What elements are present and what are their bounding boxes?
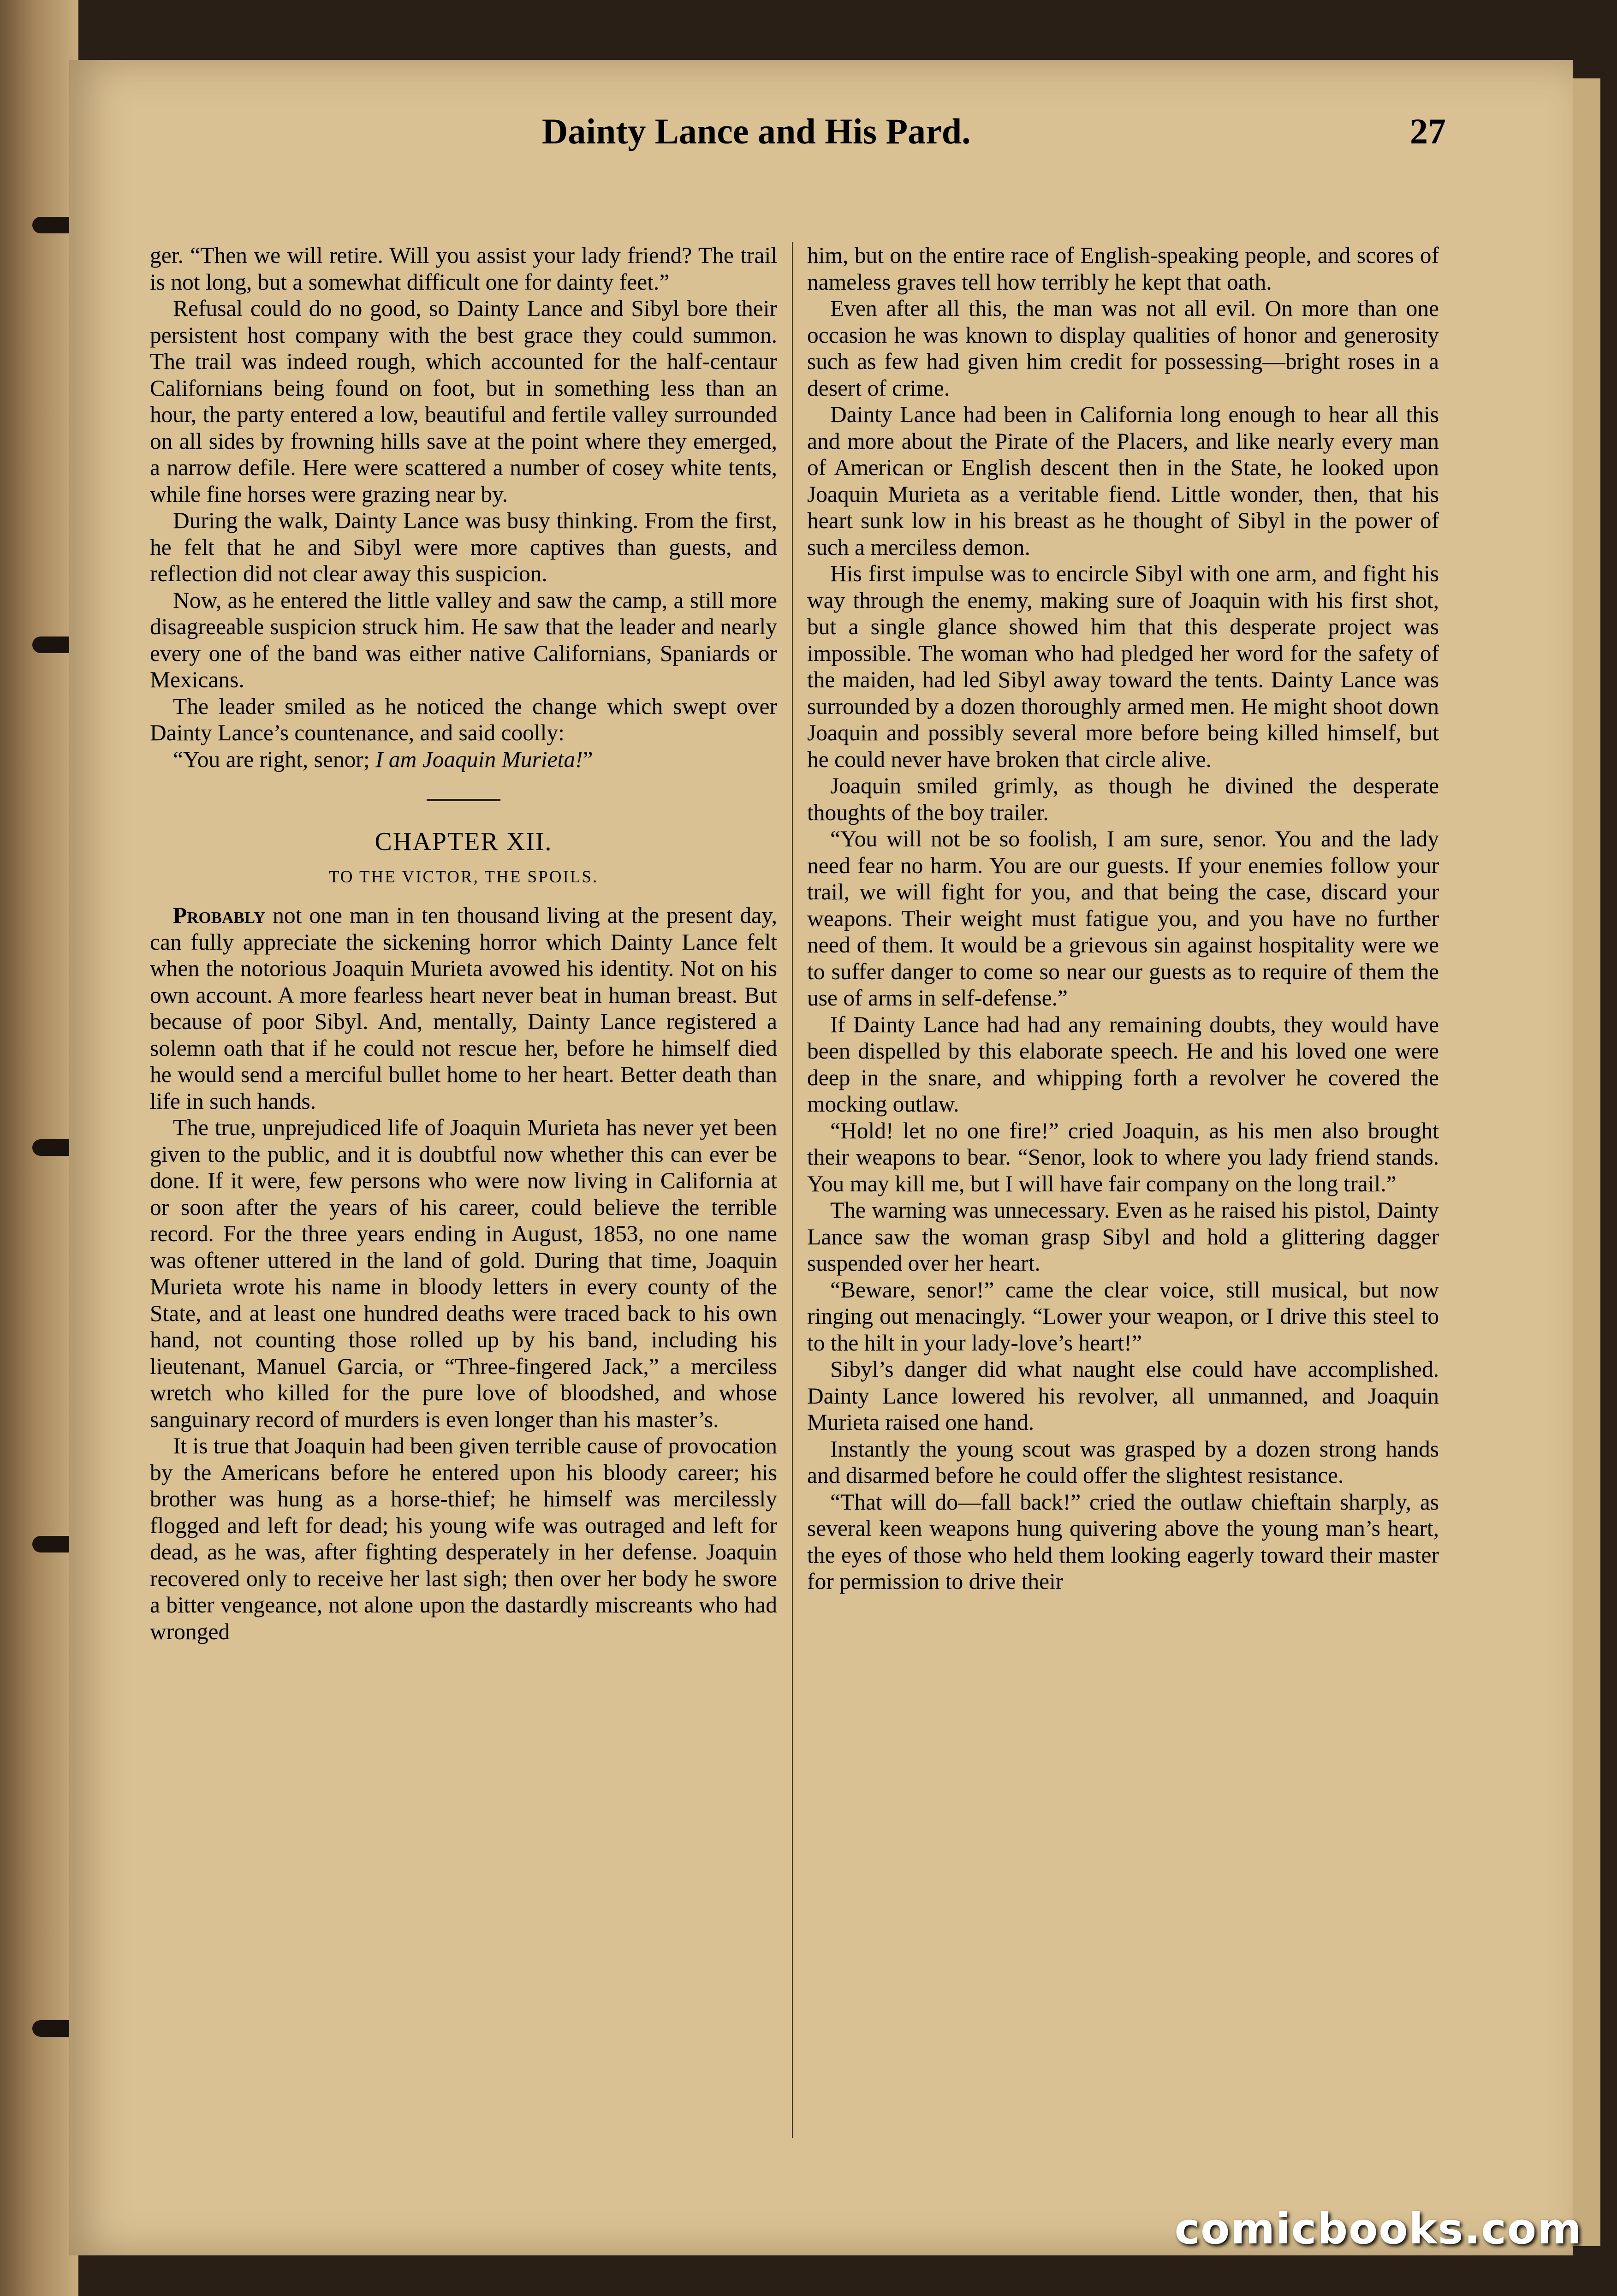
lead-word: Probably xyxy=(173,903,266,928)
paragraph: “That will do—fall back!” cried the outlaw chieftain sharply, as several keen weapons hung quivering above the young man’s heart, the eyes of those who held them looking eagerly toward their master for permission to drive their xyxy=(807,1489,1439,1594)
paragraph: Refusal could do no good, so Dainty Lance and Sibyl bore their persistent host company with the best grace they could summon. The trail was indeed rough, which accounted for the half-centaur Californians being found on foot, but in something less than an hour, the party entered a low, beautiful and fertile valley surrounded on all sides by frowning hills save at the point where they emerged, a narrow defile. Here were scattered a number of cosey white tents, while fine horses were grazing near by. xyxy=(150,296,777,507)
paragraph: During the walk, Dainty Lance was busy thinking. From the first, he felt that he and Sibyl were more captives than guests, and reflection did not clear away this suspicion. xyxy=(150,508,777,586)
paragraph: Sibyl’s danger did what naught else could have accomplished. Dainty Lance lowered his revolver, all unmanned, and Joaquin Murieta raised one hand. xyxy=(807,1356,1439,1435)
paragraph: It is true that Joaquin had been given terrible cause of provocation by the Americans before he entered upon his bloody career; his brother was hung as a horse-thief; he himself was mercilessly flogged and left for dead; his young wife was outraged and left for dead, as he was, after fighting desperately in her defense. Joaquin recovered only to receive her last sigh; then over her body he swore a bitter vengeance, not alone upon the dastardly miscreants who had wronged xyxy=(150,1433,777,1644)
section-divider xyxy=(427,799,500,801)
quote-text: “You are right, senor; xyxy=(173,746,376,772)
watermark: comicbooks.com xyxy=(1174,2204,1582,2254)
paragraph: Joaquin smiled grimly, as though he divined the desperate thoughts of the boy trailer. xyxy=(807,773,1439,825)
quote-close: ” xyxy=(583,746,593,772)
chapter-subtitle: TO THE VICTOR, THE SPOILS. xyxy=(328,867,599,886)
paragraph: “Beware, senor!” came the clear voice, still musical, but now ringing out menacingly. “Lower your weapon, or I drive this steel to to the hilt in your lady-love’s heart!” xyxy=(807,1277,1439,1356)
paragraph: Dainty Lance had been in California long enough to hear all this and more about the Pirate of the Placers, and like nearly every man of American or English descent then in the State, he looked upon Joaquin Murieta as a veritable fiend. Little wonder, then, that his heart sunk low in his breast as he thought of Sibyl in the power of such a merciless demon. xyxy=(807,402,1439,560)
quote-emphasis: I am Joaquin Murieta! xyxy=(375,746,583,772)
paragraph: Instantly the young scout was grasped by a dozen strong hands and disarmed before he could offer the slightest resistance. xyxy=(807,1436,1439,1488)
paragraph-text: not one man in ten thousand living at the present day, can fully appreciate the sickening horror which Dainty Lance felt when the notorious Joaquin Murieta avowed his identity. Not on his own account. A more fearless heart never beat in human breast. But because of poor Sibyl. And, mentally, Dainty Lance registered a solemn oath that if he could not rescue her, before he himself died he would send a merciful bullet home to her heart. Better death than life in such hands. xyxy=(150,903,777,1114)
paragraph: The leader smiled as he noticed the change which swept over Dainty Lance’s countenance, and said coolly: xyxy=(150,693,777,745)
running-title: Dainty Lance and His Pard. xyxy=(542,111,971,151)
page-header xyxy=(470,105,1446,165)
paragraph: “Hold! let no one fire!” cried Joaquin, as his men also brought their weapons to bear. “Senor, look to where you lady friend stands. You may kill me, but I will have fair company on the long trail.” xyxy=(807,1118,1439,1196)
paragraph: ger. “Then we will retire. Will you assist your lady friend? The trail is not long, but a somewhat difficult one for dainty feet.” xyxy=(150,243,777,295)
paragraph xyxy=(150,746,777,773)
paragraph xyxy=(150,902,777,1114)
paragraph: Now, as he entered the little valley and saw the camp, a still more disagreeable suspicion struck him. He saw that the leader and nearly every one of the band was either native Californians, Spaniards or Mexicans. xyxy=(150,587,777,692)
paragraph: The true, unprejudiced life of Joaquin Murieta has never yet been given to the public, and it is doubtful now whether this can ever be done. If it were, few persons who were now living in California at or soon after the years of his career, could believe the terrible record. For the three years ending in August, 1853, no one name was oftener uttered in the land of gold. During that time, Joaquin Murieta wrote his name in bloody letters in every county of the State, and at least one hundred deaths were traced back to his own hand, not counting those rolled up by his band, including his lieutenant, Manuel Garcia, or “Three-fingered Jack,” a merciless wretch who killed for the pure love of bloodshed, and whose sanguinary record of murders is even longer than his master’s. xyxy=(150,1115,777,1432)
left-column xyxy=(150,242,777,1645)
column-rule xyxy=(792,242,793,2138)
paragraph: If Dainty Lance had had any remaining doubts, they would have been dispelled by this elaborate speech. He and his loved one were deep in the snare, and whipping forth a revolver he covered the mocking outlaw. xyxy=(807,1011,1439,1117)
page-number: 27 xyxy=(1410,111,1446,151)
paragraph: Even after all this, the man was not all evil. On more than one occasion he was known to display qualities of honor and generosity such as few had given him credit for possessing—bright roses in a desert of crime. xyxy=(807,296,1439,401)
binding-spine xyxy=(0,0,78,2296)
right-column xyxy=(807,242,1439,1595)
chapter-title: CHAPTER XII. xyxy=(375,827,553,856)
paragraph: “You will not be so foolish, I am sure, senor. You and the lady need fear no harm. You are our guests. If your enemies follow your trail, we will fight for you, and that being the case, discard your weapons. Their weight must fatigue you, and you have no further need of them. It would be a grievous sin against hospitality were we to suffer danger to come so near our guests as to require of them the use of arms in self-defense.” xyxy=(807,826,1439,1011)
paragraph: him, but on the entire race of English-speaking people, and scores of nameless graves tell how terribly he kept that oath. xyxy=(807,243,1439,295)
paragraph: The warning was unnecessary. Even as he raised his pistol, Dainty Lance saw the woman grasp Sibyl and hold a glittering dagger suspended over her heart. xyxy=(807,1197,1439,1276)
paragraph: His first impulse was to encircle Sibyl with one arm, and fight his way through the enemy, making sure of Joaquin with his first shot, but a single glance showed him that this desperate project was impossible. The woman who had pledged her word for the safety of the maiden, had led Sibyl away toward the tents. Dainty Lance was surrounded by a dozen thoroughly armed men. He might shoot down Joaquin and possibly several more before being killed himself, but he could never have broken that circle alive. xyxy=(807,561,1439,772)
